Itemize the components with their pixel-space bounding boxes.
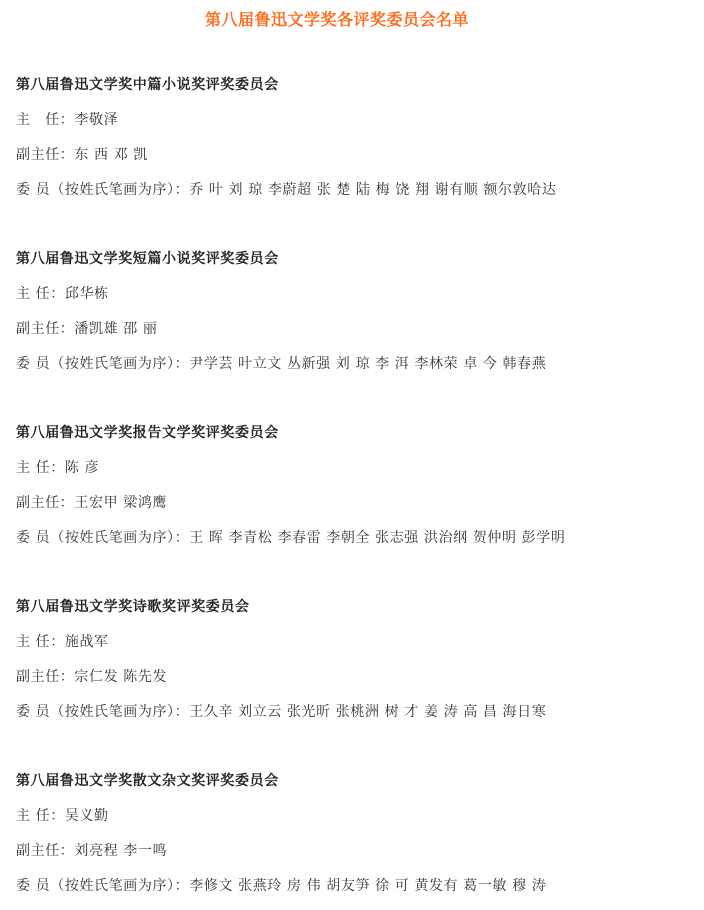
members-line	[16, 876, 696, 896]
vice-chair-label: 副主任：	[16, 147, 75, 163]
vice-chair-label: 副主任：	[16, 843, 75, 859]
chair-name: 陈 彦	[64, 460, 100, 476]
chair-label: 主 任：	[16, 286, 65, 302]
chair-line	[16, 806, 696, 826]
page-title: 第八届鲁迅文学奖各评奖委员会名单	[204, 10, 469, 29]
committee-heading: 第八届鲁迅文学奖短篇小说奖评奖委员会	[16, 251, 279, 267]
committee-essay	[16, 771, 696, 896]
vice-chair-names: 东 西 邓 凯	[74, 147, 148, 163]
chair-label: 主 任：	[16, 808, 65, 824]
members-line	[16, 354, 696, 374]
members-label: 委 员（按姓氏笔画为序）：	[16, 878, 190, 894]
members-label: 委 员（按姓氏笔画为序）：	[16, 356, 190, 372]
vice-chair-line	[16, 841, 696, 861]
chair-name: 吴义勤	[64, 808, 109, 824]
vice-chair-names: 王宏甲 梁鸿鹰	[74, 495, 168, 511]
committee-heading: 第八届鲁迅文学奖散文杂文奖评奖委员会	[16, 773, 279, 789]
members-line	[16, 180, 696, 200]
chair-line	[16, 110, 696, 130]
members-label: 委 员（按姓氏笔画为序）：	[16, 182, 190, 198]
members-names: 王久辛 刘立云 张光昕 张桃洲 树 才 姜 涛 高 昌 海日寒	[189, 704, 547, 720]
committee-short-story	[16, 249, 696, 374]
committee-novella	[16, 75, 696, 200]
members-label: 委 员（按姓氏笔画为序）：	[16, 530, 190, 546]
chair-label: 主 任：	[16, 460, 65, 476]
members-names: 乔 叶 刘 琼 李蔚超 张 楚 陆 梅 饶 翔 谢有顺 额尔敦哈达	[189, 182, 557, 198]
vice-chair-names: 刘亮程 李一鸣	[74, 843, 168, 859]
chair-line	[16, 458, 696, 478]
chair-label: 主 任：	[16, 634, 65, 650]
vice-chair-label: 副主任：	[16, 495, 75, 511]
members-names: 李修文 张燕玲 房 伟 胡友笋 徐 可 黄发有 葛一敏 穆 涛	[189, 878, 547, 894]
members-line	[16, 702, 696, 722]
committee-heading: 第八届鲁迅文学奖报告文学奖评奖委员会	[16, 425, 279, 441]
members-label: 委 员（按姓氏笔画为序）：	[16, 704, 190, 720]
vice-chair-label: 副主任：	[16, 669, 75, 685]
vice-chair-line	[16, 145, 696, 165]
vice-chair-label: 副主任：	[16, 321, 75, 337]
chair-label: 主 任：	[16, 112, 75, 128]
committee-heading: 第八届鲁迅文学奖中篇小说奖评奖委员会	[16, 77, 279, 93]
members-line	[16, 528, 696, 548]
committee-heading: 第八届鲁迅文学奖诗歌奖评奖委员会	[16, 599, 250, 615]
chair-line	[16, 284, 696, 304]
chair-name: 李敬泽	[74, 112, 119, 128]
members-names: 王 晖 李青松 李春雷 李朝全 张志强 洪治纲 贺仲明 彭学明	[189, 530, 566, 546]
vice-chair-names: 宗仁发 陈先发	[74, 669, 168, 685]
committee-poetry	[16, 597, 696, 722]
members-names: 尹学芸 叶立文 丛新强 刘 琼 李 洱 李林荣 卓 今 韩春燕	[189, 356, 547, 372]
vice-chair-line	[16, 493, 696, 513]
chair-name: 施战军	[64, 634, 109, 650]
committee-reportage	[16, 423, 696, 548]
chair-name: 邱华栋	[64, 286, 109, 302]
vice-chair-line	[16, 319, 696, 339]
vice-chair-names: 潘凯雄 邵 丽	[74, 321, 158, 337]
chair-line	[16, 632, 696, 652]
vice-chair-line	[16, 667, 696, 687]
